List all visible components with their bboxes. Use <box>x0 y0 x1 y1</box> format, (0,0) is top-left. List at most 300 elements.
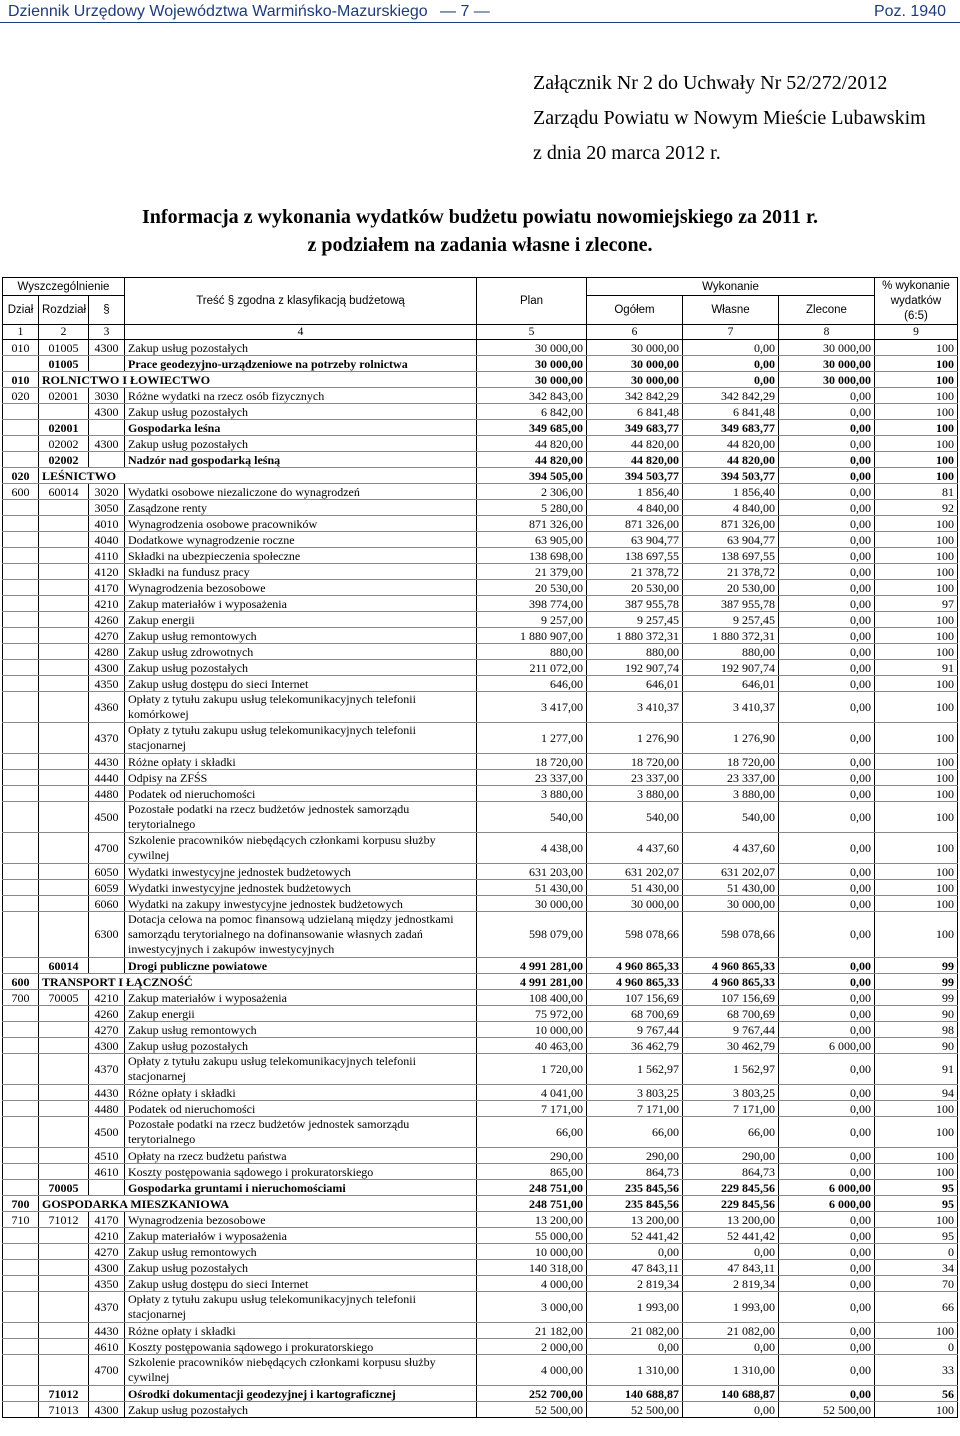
cell-tresc: ROLNICTWO I ŁOWIECTWO <box>39 372 477 388</box>
cell-tresc: TRANSPORT I ŁĄCZNOŚĆ <box>39 974 477 990</box>
cell-zlecone: 0,00 <box>779 548 875 564</box>
cell-dzial <box>3 880 39 896</box>
cell-dzial <box>3 564 39 580</box>
cell-zlecone: 0,00 <box>779 1101 875 1117</box>
cell-tresc: Drogi publiczne powiatowe <box>125 958 477 974</box>
cell-wlasne: 138 697,55 <box>683 548 779 564</box>
cell-dzial <box>3 1355 39 1386</box>
cell-dzial <box>3 1402 39 1418</box>
cell-wlasne: 21 378,72 <box>683 564 779 580</box>
cell-ogolem: 3 880,00 <box>587 786 683 802</box>
cell-ogolem: 0,00 <box>587 1339 683 1355</box>
cell-paragraph: 4430 <box>89 1323 125 1339</box>
cell-pct: 100 <box>875 723 958 754</box>
cell-wlasne: 1 993,00 <box>683 1292 779 1323</box>
cell-ogolem: 30 000,00 <box>587 896 683 912</box>
cell-zlecone: 0,00 <box>779 1054 875 1085</box>
cell-paragraph: 4270 <box>89 1022 125 1038</box>
table-row <box>3 864 958 880</box>
cell-wlasne: 880,00 <box>683 644 779 660</box>
cell-paragraph: 4370 <box>89 1054 125 1085</box>
cell-pct: 95 <box>875 1180 958 1196</box>
cell-tresc: Wydatki inwestycyjne jednostek budżetowych <box>125 864 477 880</box>
cell-pct: 0 <box>875 1339 958 1355</box>
cell-wlasne: 20 530,00 <box>683 580 779 596</box>
cell-pct: 91 <box>875 660 958 676</box>
cell-paragraph: 6059 <box>89 880 125 896</box>
cell-zlecone: 0,00 <box>779 1228 875 1244</box>
cell-zlecone: 0,00 <box>779 864 875 880</box>
cell-plan: 140 318,00 <box>477 1260 587 1276</box>
cell-rozdzial <box>39 516 89 532</box>
cell-paragraph: 4350 <box>89 1276 125 1292</box>
cell-ogolem: 18 720,00 <box>587 754 683 770</box>
cell-ogolem: 342 842,29 <box>587 388 683 404</box>
cell-rozdzial <box>39 896 89 912</box>
cell-zlecone: 0,00 <box>779 692 875 723</box>
cell-zlecone: 0,00 <box>779 1244 875 1260</box>
cell-paragraph: 4430 <box>89 1085 125 1101</box>
cell-pct: 70 <box>875 1276 958 1292</box>
cell-pct: 100 <box>875 676 958 692</box>
cell-dzial <box>3 1323 39 1339</box>
table-row <box>3 468 958 484</box>
cell-zlecone: 0,00 <box>779 660 875 676</box>
cell-wlasne: 52 441,42 <box>683 1228 779 1244</box>
cell-wlasne: 140 688,87 <box>683 1386 779 1402</box>
cell-ogolem: 394 503,77 <box>587 468 683 484</box>
header-tresc: Treść § zgodna z klasyfikacją budżetową <box>125 278 477 325</box>
cell-zlecone: 0,00 <box>779 723 875 754</box>
cell-tresc: Zakup usług remontowych <box>125 1244 477 1260</box>
cell-zlecone: 0,00 <box>779 896 875 912</box>
cell-wlasne: 44 820,00 <box>683 452 779 468</box>
cell-pct: 95 <box>875 1196 958 1212</box>
cell-plan: 30 000,00 <box>477 372 587 388</box>
journal-name: Dziennik Urzędowy Województwa Warmińsko-Mazurskiego <box>8 3 428 20</box>
header-wykonanie: Wykonanie <box>587 278 875 296</box>
cell-rozdzial <box>39 644 89 660</box>
table-row <box>3 404 958 420</box>
cell-ogolem: 4 960 865,33 <box>587 958 683 974</box>
cell-tresc: Różne opłaty i składki <box>125 754 477 770</box>
cell-ogolem: 9 257,45 <box>587 612 683 628</box>
cell-tresc: Dotacja celowa na pomoc finansową udzielaną między jednostkami samorządu terytorialnego na dofinansowanie własnych zadań inwestycyjnych i zakupów inwestycyjnych <box>125 912 477 958</box>
cell-zlecone: 0,00 <box>779 1148 875 1164</box>
cell-pct: 100 <box>875 1117 958 1148</box>
cell-rozdzial: 70005 <box>39 1180 89 1196</box>
cell-plan: 23 337,00 <box>477 770 587 786</box>
cell-dzial <box>3 356 39 372</box>
cell-ogolem: 36 462,79 <box>587 1038 683 1054</box>
cell-rozdzial <box>39 500 89 516</box>
table-row <box>3 1355 958 1386</box>
cell-paragraph: 4210 <box>89 1228 125 1244</box>
cell-wlasne: 68 700,69 <box>683 1006 779 1022</box>
cell-wlasne: 44 820,00 <box>683 436 779 452</box>
cell-tresc: Wynagrodzenia bezosobowe <box>125 580 477 596</box>
cell-tresc: Podatek od nieruchomości <box>125 1101 477 1117</box>
cell-paragraph <box>89 1386 125 1402</box>
header-wlasne: Własne <box>683 296 779 325</box>
table-row <box>3 1196 958 1212</box>
cell-rozdzial <box>39 1054 89 1085</box>
annex-line-3: z dnia 20 marca 2012 r. <box>533 142 721 164</box>
cell-rozdzial: 02002 <box>39 436 89 452</box>
cell-pct: 100 <box>875 388 958 404</box>
cell-zlecone: 0,00 <box>779 612 875 628</box>
cell-dzial <box>3 770 39 786</box>
cell-rozdzial <box>39 1355 89 1386</box>
cell-zlecone: 6 000,00 <box>779 1196 875 1212</box>
cell-wlasne: 229 845,56 <box>683 1180 779 1196</box>
cell-plan: 3 000,00 <box>477 1292 587 1323</box>
cell-tresc: LEŚNICTWO <box>39 468 477 484</box>
cell-pct: 99 <box>875 958 958 974</box>
cell-wlasne: 0,00 <box>683 1339 779 1355</box>
cell-paragraph: 4610 <box>89 1339 125 1355</box>
cell-zlecone: 0,00 <box>779 974 875 990</box>
cell-pct: 100 <box>875 833 958 864</box>
cell-zlecone: 0,00 <box>779 468 875 484</box>
table-row <box>3 372 958 388</box>
cell-plan: 4 041,00 <box>477 1085 587 1101</box>
cell-dzial <box>3 1038 39 1054</box>
cell-pct: 100 <box>875 340 958 356</box>
cell-ogolem: 387 955,78 <box>587 596 683 612</box>
table-row <box>3 580 958 596</box>
cell-wlasne: 18 720,00 <box>683 754 779 770</box>
cell-zlecone: 30 000,00 <box>779 356 875 372</box>
cell-zlecone: 0,00 <box>779 500 875 516</box>
cell-tresc: Zakup usług dostępu do sieci Internet <box>125 1276 477 1292</box>
cell-dzial <box>3 420 39 436</box>
cell-wlasne: 2 819,34 <box>683 1276 779 1292</box>
cell-paragraph: 4430 <box>89 754 125 770</box>
table-row <box>3 516 958 532</box>
cell-zlecone: 0,00 <box>779 644 875 660</box>
cell-ogolem: 6 841,48 <box>587 404 683 420</box>
table-row <box>3 356 958 372</box>
cell-ogolem: 66,00 <box>587 1117 683 1148</box>
table-row <box>3 1022 958 1038</box>
cell-tresc: Zakup materiałów i wyposażenia <box>125 596 477 612</box>
cell-tresc: Różne opłaty i składki <box>125 1085 477 1101</box>
cell-zlecone: 0,00 <box>779 880 875 896</box>
cell-zlecone: 0,00 <box>779 436 875 452</box>
cell-rozdzial <box>39 564 89 580</box>
cell-pct: 98 <box>875 1022 958 1038</box>
cell-zlecone: 0,00 <box>779 1355 875 1386</box>
cell-dzial <box>3 1228 39 1244</box>
cell-pct: 66 <box>875 1292 958 1323</box>
table-row <box>3 1386 958 1402</box>
cell-plan: 4 000,00 <box>477 1276 587 1292</box>
cell-zlecone: 30 000,00 <box>779 340 875 356</box>
cell-plan: 540,00 <box>477 802 587 833</box>
cell-plan: 6 842,00 <box>477 404 587 420</box>
colnum: 1 <box>3 325 39 340</box>
cell-plan: 631 203,00 <box>477 864 587 880</box>
position-number: Poz. 1940 <box>873 3 946 20</box>
cell-rozdzial <box>39 532 89 548</box>
cell-pct: 90 <box>875 1006 958 1022</box>
colnum: 6 <box>587 325 683 340</box>
table-row <box>3 1038 958 1054</box>
cell-ogolem: 4 437,60 <box>587 833 683 864</box>
cell-ogolem: 192 907,74 <box>587 660 683 676</box>
table-row <box>3 1117 958 1148</box>
cell-paragraph: 6060 <box>89 896 125 912</box>
cell-wlasne: 864,73 <box>683 1164 779 1180</box>
annex-line-1: Załącznik Nr 2 do Uchwały Nr 52/272/2012 <box>533 72 888 94</box>
cell-paragraph <box>89 356 125 372</box>
cell-rozdzial <box>39 1038 89 1054</box>
cell-plan: 871 326,00 <box>477 516 587 532</box>
cell-wlasne: 1 562,97 <box>683 1054 779 1085</box>
cell-zlecone: 0,00 <box>779 1260 875 1276</box>
cell-rozdzial <box>39 1260 89 1276</box>
cell-tresc: Zakup energii <box>125 1006 477 1022</box>
cell-paragraph: 4480 <box>89 1101 125 1117</box>
cell-wlasne: 21 082,00 <box>683 1323 779 1339</box>
cell-rozdzial: 01005 <box>39 340 89 356</box>
cell-rozdzial <box>39 1276 89 1292</box>
cell-dzial <box>3 1339 39 1355</box>
document-title: Informacja z wykonania wydatków budżetu powiatu nowomiejskiego za 2011 r. <box>142 206 818 228</box>
cell-pct: 100 <box>875 548 958 564</box>
cell-tresc: Opłaty z tytułu zakupu usług telekomunikacyjnych telefonii stacjonarnej <box>125 1292 477 1323</box>
cell-dzial: 600 <box>3 974 39 990</box>
table-row <box>3 1244 958 1260</box>
cell-tresc: Wydatki inwestycyjne jednostek budżetowych <box>125 880 477 896</box>
cell-ogolem: 235 845,56 <box>587 1180 683 1196</box>
cell-zlecone: 0,00 <box>779 754 875 770</box>
cell-tresc: Opłaty z tytułu zakupu usług telekomunikacyjnych telefonii komórkowej <box>125 692 477 723</box>
table-row <box>3 532 958 548</box>
cell-pct: 100 <box>875 786 958 802</box>
cell-wlasne: 4 960 865,33 <box>683 958 779 974</box>
cell-dzial <box>3 958 39 974</box>
cell-plan: 1 720,00 <box>477 1054 587 1085</box>
cell-zlecone: 0,00 <box>779 564 875 580</box>
header-spec: Wyszczególnienie <box>3 278 125 296</box>
cell-rozdzial <box>39 880 89 896</box>
cell-plan: 55 000,00 <box>477 1228 587 1244</box>
cell-plan: 211 072,00 <box>477 660 587 676</box>
cell-plan: 1 277,00 <box>477 723 587 754</box>
cell-tresc: Szkolenie pracowników niebędących członkami korpusu służby cywilnej <box>125 833 477 864</box>
cell-plan: 4 438,00 <box>477 833 587 864</box>
table-row <box>3 1339 958 1355</box>
cell-wlasne: 192 907,74 <box>683 660 779 676</box>
cell-pct: 100 <box>875 1212 958 1228</box>
cell-dzial <box>3 516 39 532</box>
cell-dzial <box>3 1148 39 1164</box>
cell-wlasne: 0,00 <box>683 372 779 388</box>
table-row <box>3 1006 958 1022</box>
cell-wlasne: 4 437,60 <box>683 833 779 864</box>
cell-zlecone: 0,00 <box>779 912 875 958</box>
cell-zlecone: 0,00 <box>779 484 875 500</box>
cell-ogolem: 44 820,00 <box>587 436 683 452</box>
cell-paragraph: 4500 <box>89 1117 125 1148</box>
cell-dzial <box>3 802 39 833</box>
cell-tresc: Zakup usług pozostałych <box>125 340 477 356</box>
table-row <box>3 628 958 644</box>
cell-wlasne: 646,01 <box>683 676 779 692</box>
cell-plan: 21 182,00 <box>477 1323 587 1339</box>
page-number: — 7 — <box>440 3 490 20</box>
cell-ogolem: 21 378,72 <box>587 564 683 580</box>
cell-wlasne: 394 503,77 <box>683 468 779 484</box>
cell-zlecone: 0,00 <box>779 1164 875 1180</box>
cell-ogolem: 7 171,00 <box>587 1101 683 1117</box>
cell-tresc: Różne wydatki na rzecz osób fizycznych <box>125 388 477 404</box>
cell-wlasne: 3 880,00 <box>683 786 779 802</box>
cell-tresc: Zakup usług zdrowotnych <box>125 644 477 660</box>
cell-ogolem: 30 000,00 <box>587 340 683 356</box>
table-row <box>3 1148 958 1164</box>
cell-dzial <box>3 1006 39 1022</box>
cell-paragraph <box>89 958 125 974</box>
table-row <box>3 896 958 912</box>
cell-pct: 100 <box>875 532 958 548</box>
cell-ogolem: 107 156,69 <box>587 990 683 1006</box>
cell-paragraph: 4300 <box>89 1260 125 1276</box>
cell-pct: 100 <box>875 452 958 468</box>
cell-ogolem: 1 880 372,31 <box>587 628 683 644</box>
table-row <box>3 548 958 564</box>
table-row <box>3 1085 958 1101</box>
cell-rozdzial <box>39 612 89 628</box>
cell-wlasne: 30 000,00 <box>683 896 779 912</box>
cell-tresc: Zakup materiałów i wyposażenia <box>125 1228 477 1244</box>
cell-tresc: Pozostałe podatki na rzecz budżetów jednostek samorządu terytorialnego <box>125 1117 477 1148</box>
cell-ogolem: 540,00 <box>587 802 683 833</box>
cell-plan: 51 430,00 <box>477 880 587 896</box>
cell-tresc: GOSPODARKA MIESZKANIOWA <box>39 1196 477 1212</box>
cell-plan: 21 379,00 <box>477 564 587 580</box>
cell-plan: 108 400,00 <box>477 990 587 1006</box>
cell-pct: 100 <box>875 912 958 958</box>
table-row <box>3 1276 958 1292</box>
table-row <box>3 833 958 864</box>
cell-rozdzial <box>39 660 89 676</box>
cell-pct: 100 <box>875 1323 958 1339</box>
cell-wlasne: 631 202,07 <box>683 864 779 880</box>
cell-zlecone: 0,00 <box>779 1006 875 1022</box>
cell-paragraph: 4040 <box>89 532 125 548</box>
cell-plan: 30 000,00 <box>477 356 587 372</box>
table-row <box>3 974 958 990</box>
cell-pct: 100 <box>875 754 958 770</box>
cell-tresc: Różne opłaty i składki <box>125 1323 477 1339</box>
cell-wlasne: 23 337,00 <box>683 770 779 786</box>
cell-wlasne: 1 880 372,31 <box>683 628 779 644</box>
cell-tresc: Zakup usług pozostałych <box>125 404 477 420</box>
cell-wlasne: 66,00 <box>683 1117 779 1148</box>
cell-zlecone: 0,00 <box>779 404 875 420</box>
cell-ogolem: 871 326,00 <box>587 516 683 532</box>
cell-ogolem: 1 276,90 <box>587 723 683 754</box>
cell-tresc: Opłaty z tytułu zakupu usług telekomunikacyjnych telefonii stacjonarnej <box>125 1054 477 1085</box>
cell-plan: 10 000,00 <box>477 1022 587 1038</box>
cell-tresc: Prace geodezyjno-urządzeniowe na potrzeby rolnictwa <box>125 356 477 372</box>
cell-plan: 342 843,00 <box>477 388 587 404</box>
table-row <box>3 802 958 833</box>
cell-pct: 90 <box>875 1038 958 1054</box>
table-row <box>3 564 958 580</box>
cell-tresc: Zakup usług pozostałych <box>125 660 477 676</box>
header-dzial: Dział <box>3 296 39 325</box>
cell-zlecone: 52 500,00 <box>779 1402 875 1418</box>
cell-paragraph: 4440 <box>89 770 125 786</box>
table-row <box>3 420 958 436</box>
cell-pct: 56 <box>875 1386 958 1402</box>
cell-ogolem: 20 530,00 <box>587 580 683 596</box>
cell-plan: 3 880,00 <box>477 786 587 802</box>
cell-ogolem: 3 803,25 <box>587 1085 683 1101</box>
colnum: 9 <box>875 325 958 340</box>
cell-wlasne: 107 156,69 <box>683 990 779 1006</box>
cell-paragraph: 6050 <box>89 864 125 880</box>
cell-paragraph: 4350 <box>89 676 125 692</box>
cell-plan: 248 751,00 <box>477 1180 587 1196</box>
cell-pct: 100 <box>875 1148 958 1164</box>
cell-pct: 33 <box>875 1355 958 1386</box>
cell-zlecone: 0,00 <box>779 452 875 468</box>
page-header <box>0 0 960 22</box>
cell-plan: 63 905,00 <box>477 532 587 548</box>
cell-tresc: Zakup usług pozostałych <box>125 1260 477 1276</box>
cell-plan: 9 257,00 <box>477 612 587 628</box>
cell-paragraph: 4210 <box>89 596 125 612</box>
cell-tresc: Składki na fundusz pracy <box>125 564 477 580</box>
cell-zlecone: 0,00 <box>779 802 875 833</box>
cell-zlecone: 0,00 <box>779 1292 875 1323</box>
cell-zlecone: 0,00 <box>779 516 875 532</box>
cell-tresc: Zakup usług remontowych <box>125 628 477 644</box>
colnum: 8 <box>779 325 875 340</box>
cell-pct: 100 <box>875 1164 958 1180</box>
cell-zlecone: 6 000,00 <box>779 1180 875 1196</box>
cell-plan: 394 505,00 <box>477 468 587 484</box>
cell-dzial <box>3 692 39 723</box>
cell-plan: 290,00 <box>477 1148 587 1164</box>
cell-paragraph: 4360 <box>89 692 125 723</box>
cell-pct: 34 <box>875 1260 958 1276</box>
cell-ogolem: 44 820,00 <box>587 452 683 468</box>
table-row <box>3 500 958 516</box>
cell-dzial <box>3 1386 39 1402</box>
table-row <box>3 692 958 723</box>
colnum: 4 <box>125 325 477 340</box>
table-row <box>3 1101 958 1117</box>
cell-pct: 0 <box>875 1244 958 1260</box>
cell-dzial: 010 <box>3 340 39 356</box>
cell-tresc: Odpisy na ZFŚS <box>125 770 477 786</box>
cell-zlecone: 30 000,00 <box>779 372 875 388</box>
cell-pct: 100 <box>875 404 958 420</box>
cell-wlasne: 6 841,48 <box>683 404 779 420</box>
cell-pct: 100 <box>875 880 958 896</box>
cell-ogolem: 4 960 865,33 <box>587 974 683 990</box>
cell-paragraph: 4260 <box>89 1006 125 1022</box>
cell-tresc: Opłaty na rzecz budżetu państwa <box>125 1148 477 1164</box>
table-row <box>3 660 958 676</box>
cell-paragraph: 4010 <box>89 516 125 532</box>
